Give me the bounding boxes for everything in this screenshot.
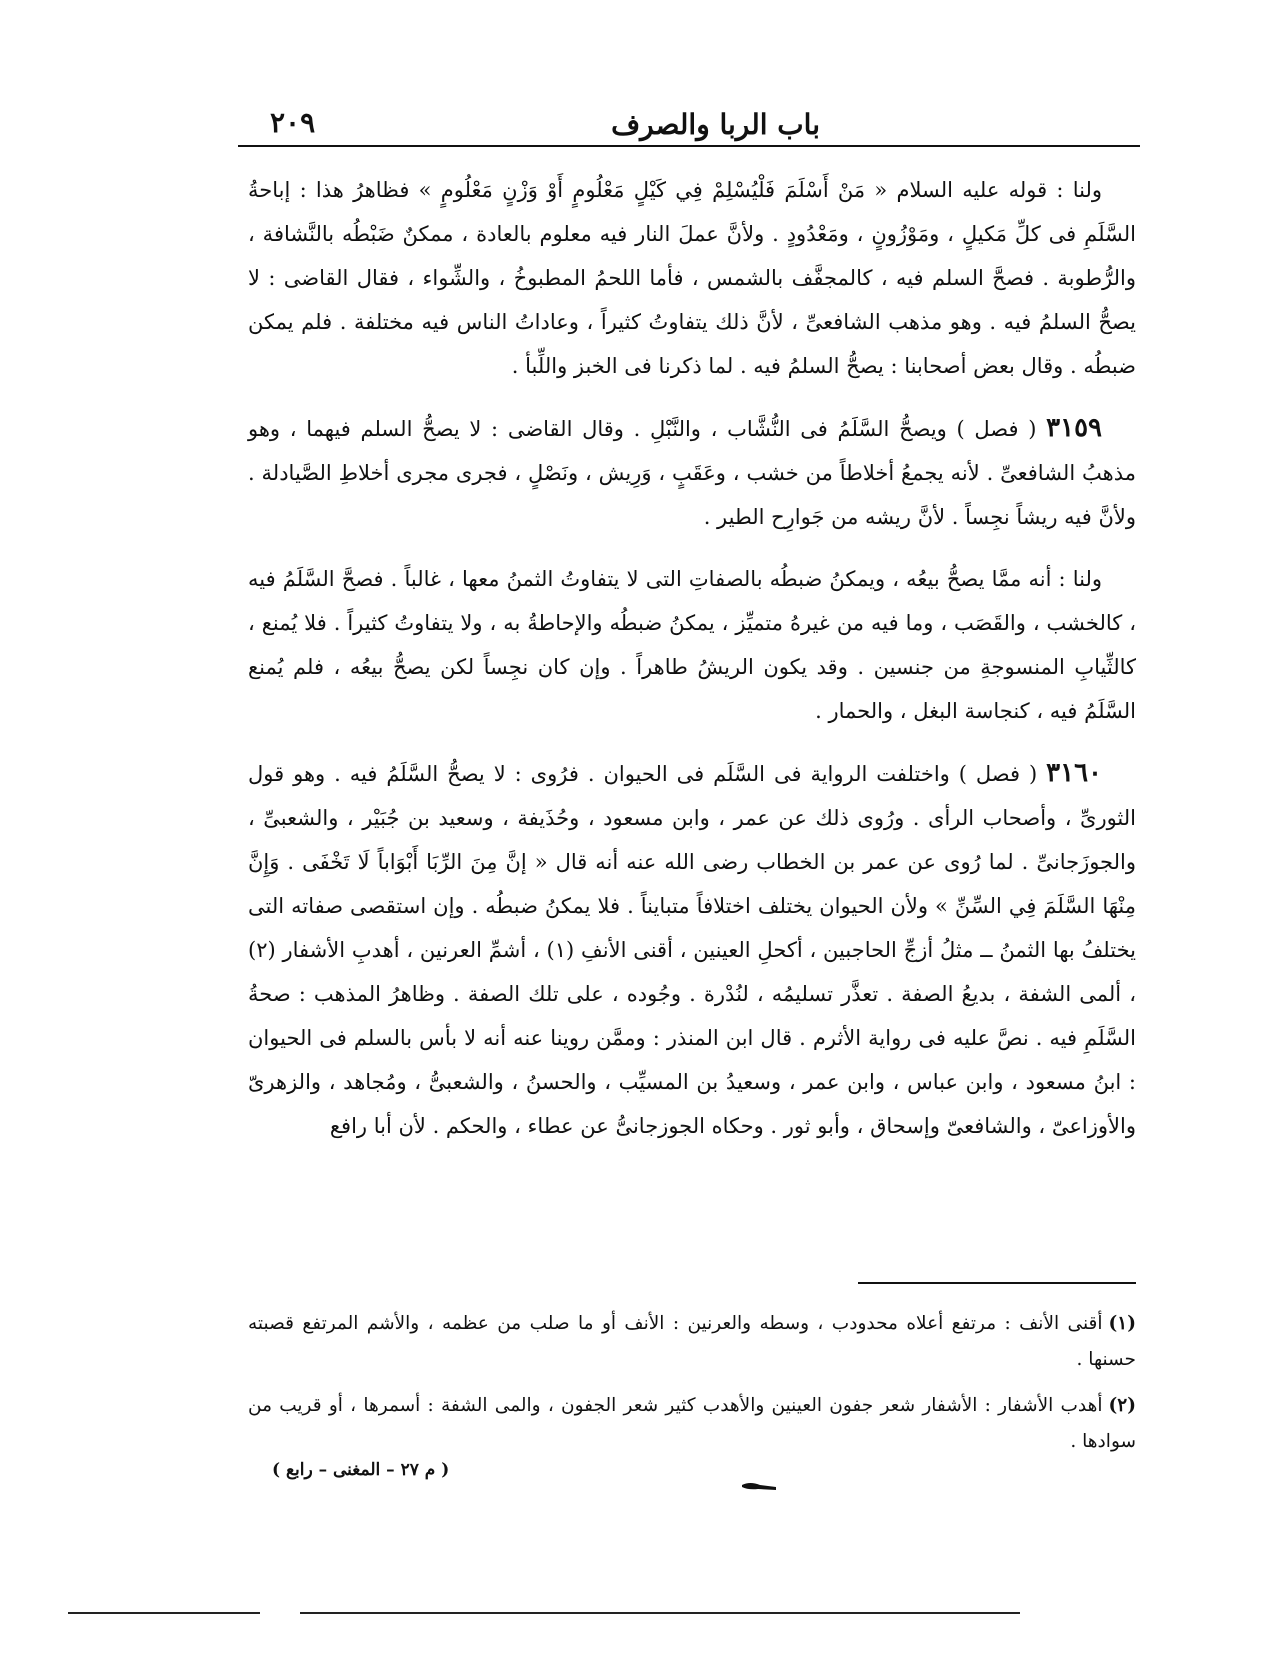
header-rule	[238, 145, 1140, 147]
paragraph-3159	[248, 406, 1136, 539]
running-header	[250, 102, 1150, 146]
section-number-3159: ٣١٥٩	[1046, 413, 1102, 443]
footnote-1	[248, 1306, 1136, 1378]
footnote-1-marker: (١)	[1108, 1313, 1136, 1334]
footnote-2-text: أهدب الأشفار : الأشفار شعر جفون العينين والأهدب كثير شعر الجفون ، والمى الشفة : أسمرها ، أو قريب من سوادها .	[248, 1395, 1136, 1452]
footnote-2-marker: (٢)	[1108, 1395, 1136, 1416]
chapter-title: باب الربا والصرف	[611, 108, 820, 141]
footnote-rule	[858, 1282, 1136, 1284]
section-number-3160: ٣١٦٠	[1046, 758, 1102, 788]
main-text	[248, 168, 1136, 1166]
bottom-rule-left	[68, 1612, 260, 1614]
printer-signature: ( م ٢٧ – المغنى – رابع )	[272, 1460, 450, 1480]
paragraph-1: ولنا : قوله عليه السلام « مَنْ أَسْلَمَ فَلْيُسْلِمْ فِي كَيْلٍ مَعْلُومٍ أَوْ وَزْنٍ مَعْلُومٍ » فظاهرُ هذا : إباحةُ السَّلَمِ فى كلِّ مَكيلٍ ، ومَوْزُونٍ ، ومَعْدُودٍ . ولأنَّ عملَ النار فيه معلوم بالعادة ، ممكنٌ ضَبْطُه بالنَّشافة ، والرُّطوبة . فصحَّ السلم فيه ، كالمجفَّف بالشمس ، فأما اللحمُ المطبوخُ ، والشِّواء ، فقال القاضى : لا يصحُّ السلمُ فيه . وهو مذهب الشافعىِّ ، لأنَّ ذلك يتفاوتُ كثيراً ، وعاداتُ الناس فيه مختلفة . فلم يمكن ضبطُه . وقال بعض أصحابنا : يصحُّ السلمُ فيه . لما ذكرنا فى الخبز واللِّبأ .	[248, 178, 1136, 378]
footnote-2	[248, 1388, 1136, 1460]
page-number: ٢٠٩	[270, 106, 316, 139]
paragraph-3159-text: ( فصل ) ويصحُّ السَّلَمُ فى النُّشَّاب ، والنَّبْلِ . وقال القاضى : لا يصحُّ السلم فيهما ، وهو مذهبُ الشافعىِّ . لأنه يجمعُ أخلاطاً من خشب ، وعَقَبٍ ، وَرِيش ، ونَصْلٍ ، فجرى مجرى أخلاطِ الصَّيادلة . ولأنَّ فيه ريشاً نجِساً . لأنَّ ريشه من جَوارِح الطير .	[248, 417, 1136, 529]
bottom-rule-right	[300, 1612, 1020, 1614]
paragraph-3: ولنا : أنه ممَّا يصحُّ بيعُه ، ويمكنُ ضبطُه بالصفاتِ التى لا يتفاوتُ الثمنُ معها ، غالباً . فصحَّ السَّلَمُ فيه ، كالخشب ، والقَصَب ، وما فيه من غيرهُ متميِّز ، يمكنُ ضبطُه والإحاطةُ به ، ولا يتفاوتُ كثيراً . فلا يُمنع ، كالثِّيابِ المنسوجةِ من جنسين . وقد يكون الريشُ طاهراً . وإن كان نجِساً لكن يصحُّ بيعُه ، فلم يُمنع السَّلَمُ فيه ، كنجاسة البغل ، والحمار .	[248, 567, 1136, 723]
paragraph-3160-text: ( فصل ) واختلفت الرواية فى السَّلَم فى الحيوان . فرُوى : لا يصحُّ السَّلَمُ فيه . وهو قول الثورىِّ ، وأصحاب الرأى . ورُوى ذلك عن عمر ، وابن مسعود ، وحُذَيفة ، وسعيد بن جُبَيْر ، والشعبىِّ ، والجوزَجانىِّ . لما رُوى عن عمر بن الخطاب رضى الله عنه أنه قال « إنَّ مِنَ الرِّبَا أَبْوَاباً لَا تَخْفَى . وَإِنَّ مِنْهَا السَّلَمَ فِي السِّنِّ » ولأن الحيوان يختلف اختلافاً متبايناً . فلا يمكنُ ضبطُه . وإن استقصى صفاته التى يختلفُ بها الثمنُ ــ مثلُ أزجِّ الحاجبين ، أكحلِ العينين ، أقنى الأنفِ (١) ، أشمِّ العرنين ، أهدبِ الأشفار (٢) ، ألمى الشفة ، بديعُ الصفة . تعذَّر تسليمُه ، لنُدْرة . وجُوده ، على تلك الصفة . وظاهرُ المذهب : صحةُ السَّلَمِ فيه . نصَّ عليه فى رواية الأثرم . قال ابن المنذر : وممَّن روينا عنه أنه لا بأس بالسلم فى الحيوان : ابنُ مسعود ، وابن عباس ، وابن عمر ، وسعيدُ بن المسيِّب ، والحسنُ ، والشعبىُّ ، ومُجاهد ، والزهرىّ والأوزاعىّ ، والشافعىّ وإسحاق ، وأبو ثور . وحكاه الجوزجانىُّ عن عطاء ، والحكم . لأن أبا رافع	[248, 762, 1136, 1138]
press-mark-icon	[740, 1480, 778, 1492]
footnote-1-text: أقنى الأنف : مرتفع أعلاه محدودب ، وسطه والعرنين : الأنف أو ما صلب من عظمه ، والأشم المرتفع قصبته حسنها .	[248, 1313, 1136, 1370]
footnotes	[248, 1306, 1136, 1470]
paragraph-3160	[248, 751, 1136, 1148]
